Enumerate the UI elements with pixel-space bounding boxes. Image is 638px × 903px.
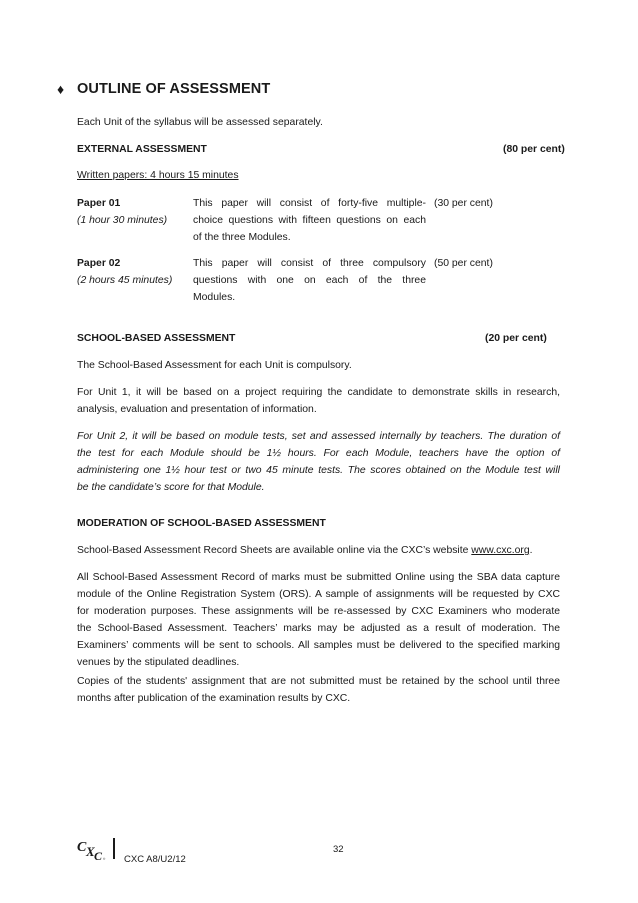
written-papers-label: Written papers: 4 hours 15 minutes: [77, 170, 239, 181]
sba-p2-line: For Unit 1, it will be based on a project requiring the candidate to demonstrate skills in research,: [77, 387, 560, 398]
paper2-name: Paper 02: [77, 258, 121, 269]
sba-weight: (20 per cent): [485, 333, 547, 344]
paper2-description: [193, 255, 426, 306]
cxc-website-link[interactable]: www.cxc.org: [471, 545, 530, 556]
moderation-p2-line: All School-Based Assessment Record of marks must be submitted Online using the SBA data capture: [77, 572, 560, 583]
external-assessment-weight: (80 per cent): [503, 144, 565, 155]
paper2-line: questions with one on each of the three: [193, 275, 426, 286]
external-assessment-title: EXTERNAL ASSESSMENT: [77, 144, 207, 155]
intro-text: Each Unit of the syllabus will be assessed separately.: [77, 117, 323, 128]
moderation-p2-line: the School-Based Assessment. Teachers’ marks may be adjusted as a result of moderation. The: [77, 623, 560, 634]
section-heading: OUTLINE OF ASSESSMENT: [77, 81, 271, 97]
sba-paragraph-2: [77, 384, 560, 418]
moderation-paragraph-3: [77, 673, 560, 707]
paper2-weight: (50 per cent): [434, 258, 493, 269]
moderation-p2-line: venues by the stipulated deadlines.: [77, 657, 240, 668]
moderation-p1-text: School-Based Assessment Record Sheets are available online via the CXC’s website: [77, 545, 472, 556]
sba-paragraph-3: [77, 428, 560, 496]
sba-p3-line: administering one 1½ hour test or two 45 minute tests. The scores obtained on the Module test will: [77, 465, 560, 476]
svg-text:C: C: [94, 849, 103, 862]
paper1-name: Paper 01: [77, 198, 121, 209]
paper2-line: This paper will consist of three compulsory: [193, 258, 426, 269]
moderation-p3-line: Copies of the students' assignment that are not submitted must be retained by the school until three: [77, 676, 560, 687]
cxc-logo-icon: [77, 836, 107, 862]
diamond-bullet-icon: ♦: [57, 81, 65, 97]
sba-p3-line: For Unit 2, it will be based on module tests, set and assessed internally by teachers. The duration of: [77, 431, 560, 442]
svg-text:X: X: [86, 844, 95, 859]
svg-text:C: C: [77, 840, 87, 855]
moderation-paragraph-1: [77, 542, 533, 559]
moderation-p1-end: .: [529, 545, 533, 556]
paper1-duration: (1 hour 30 minutes): [77, 215, 168, 226]
sba-p2-line: analysis, evaluation and presentation of information.: [77, 404, 317, 415]
paper1-description: [193, 195, 426, 246]
svg-text:®: ®: [103, 857, 106, 861]
moderation-paragraph-2: [77, 569, 560, 671]
page-number: 32: [333, 844, 344, 855]
sba-p3-line: the test for each Module should be 1½ hours. For each Module, teachers have the option of: [77, 448, 560, 459]
moderation-title: MODERATION OF SCHOOL-BASED ASSESSMENT: [77, 518, 326, 529]
paper2-duration: (2 hours 45 minutes): [77, 275, 173, 286]
paper1-line: of the three Modules.: [193, 232, 291, 243]
sba-p3-line: be the candidate’s score for that Module.: [77, 482, 265, 493]
moderation-p3-line: months after publication of the examination results by CXC.: [77, 693, 351, 704]
paper1-line: choice questions with fifteen questions on each: [193, 215, 426, 226]
paper1-line: This paper will consist of forty-five multiple-: [193, 198, 426, 209]
sba-paragraph-1: The School-Based Assessment for each Unit is compulsory.: [77, 360, 352, 371]
moderation-p2-line: module of the Online Registration System (ORS). A sample of assignments will be requested by CXC: [77, 589, 560, 600]
paper2-line: Modules.: [193, 292, 236, 303]
moderation-p2-line: for moderation purposes. These assignments will be re-assessed by CXC Examiners who moderate: [77, 606, 560, 617]
footer-divider: [113, 838, 115, 859]
moderation-p2-line: Examiners’ comments will be sent to schools. All samples must be delivered to the specified marking: [77, 640, 560, 651]
paper1-weight: (30 per cent): [434, 198, 493, 209]
sba-title: SCHOOL-BASED ASSESSMENT: [77, 333, 236, 344]
footer-code: CXC A8/U2/12: [124, 854, 186, 865]
